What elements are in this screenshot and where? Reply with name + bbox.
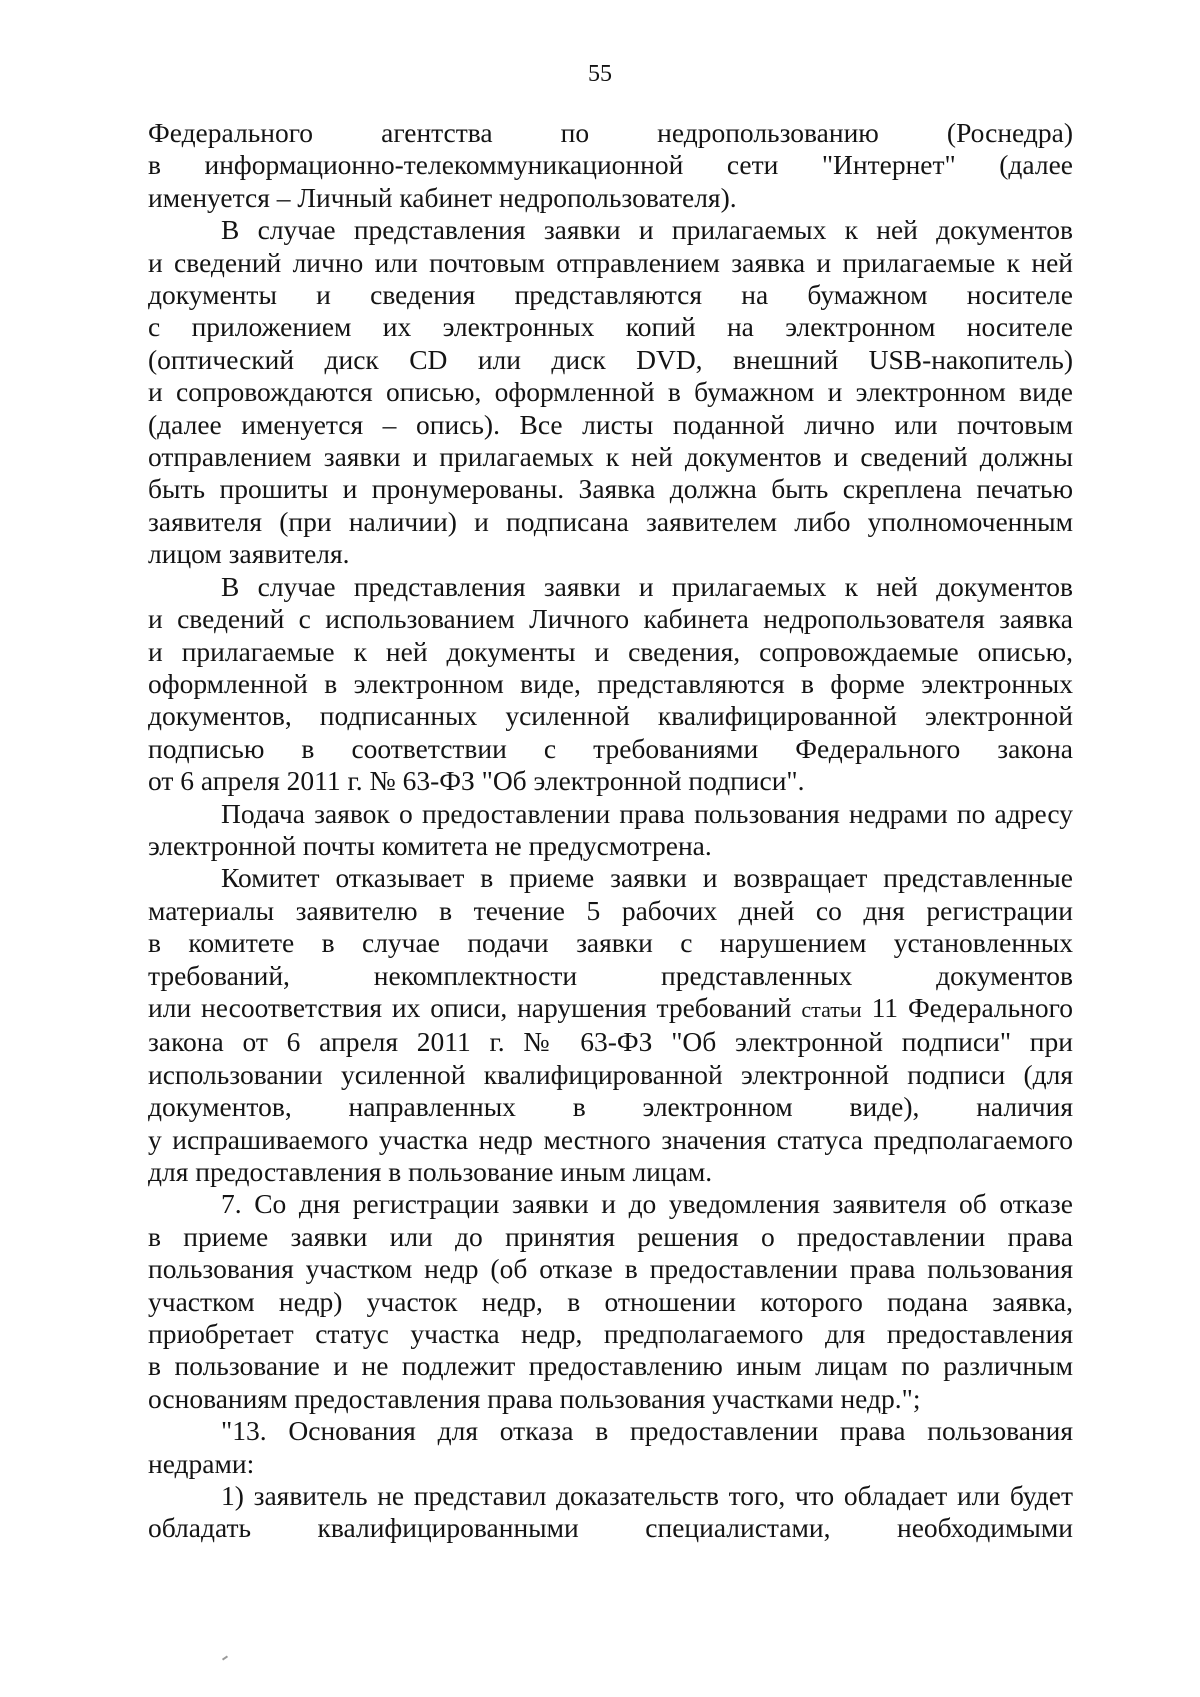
text-line: с приложением их электронных копий на электронном носителе — [148, 311, 1073, 343]
text-line: пользования участком недр (об отказе в предоставлении права пользования — [148, 1253, 1073, 1285]
text-line: в приеме заявки или до принятия решения о предоставлении права — [148, 1220, 1073, 1252]
paragraph — [148, 1188, 1073, 1415]
text-line: именуется – Личный кабинет недропользователя). — [148, 181, 737, 213]
text-line: документов, направленных в электронном виде), наличия — [148, 1091, 1073, 1123]
paragraph — [148, 862, 1073, 1188]
text-line: основаниям предоставления права пользования участками недр."; — [148, 1382, 921, 1414]
small-word: статьи — [801, 996, 862, 1022]
text-line: Федерального агентства по недропользованию (Роснедра) — [148, 117, 1073, 148]
text-line: (оптический диск CD или диск DVD, внешний USB-накопитель) — [148, 343, 1073, 375]
scan-artifact — [222, 1655, 228, 1660]
text-line: обладать квалифицированными специалистами, необходимыми — [148, 1512, 1073, 1544]
text-line: 7. Со дня регистрации заявки и до уведомления заявителя об отказе — [221, 1188, 1073, 1220]
text-line: использовании усиленной квалифицированной электронной подписи (для — [148, 1058, 1073, 1090]
paragraph — [148, 1415, 1073, 1480]
text-line: заявителя (при наличии) и подписана заявителем либо уполномоченным — [148, 505, 1073, 537]
text-line: закона от 6 апреля 2011 г. № 63-ФЗ "Об электронной подписи" при — [148, 1026, 1073, 1058]
text-line: документы и сведения представляются на бумажном носителе — [148, 279, 1073, 311]
document-body — [148, 117, 1073, 1545]
text-line: Подача заявок о предоставлении права пользования недрами по адресу — [221, 797, 1073, 829]
text-line: в пользование и не подлежит предоставлению иным лицам по различным — [148, 1350, 1073, 1382]
text-line: (далее именуется – опись). Все листы поданной лично или почтовым — [148, 408, 1073, 440]
text-line: и сведений с использованием Личного кабинета недропользователя заявка — [148, 603, 1073, 635]
text-line: В случае представления заявки и прилагаемых к ней документов — [221, 214, 1073, 246]
text-line: материалы заявителю в течение 5 рабочих дней со дня регистрации — [148, 894, 1073, 926]
text-line-with-small-word — [148, 992, 1073, 1026]
text-line: лицом заявителя. — [148, 538, 350, 570]
text-line: в комитете в случае подачи заявки с нарушением установленных — [148, 927, 1073, 959]
text-line: и прилагаемые к ней документы и сведения, сопровождаемые описью, — [148, 635, 1073, 667]
text-fragment: 11 Федерального — [871, 991, 1073, 1023]
text-line: и сведений лично или почтовым отправлением заявка и прилагаемые к ней — [148, 246, 1073, 278]
text-line: отправлением заявки и прилагаемых к ней документов и сведений должны — [148, 441, 1073, 473]
paragraph — [148, 117, 1073, 214]
paragraph — [148, 571, 1073, 798]
page-number: 55 — [588, 61, 612, 87]
text-line: требований, некомплектности представленных документов — [148, 959, 1073, 991]
text-line: у испрашиваемого участка недр местного значения статуса предполагаемого — [148, 1123, 1073, 1155]
paragraph — [148, 798, 1073, 863]
text-fragment: или несоответствия их описи, нарушения требований — [148, 991, 792, 1023]
text-line: приобретает статус участка недр, предполагаемого для предоставления — [148, 1318, 1073, 1350]
paragraph — [148, 214, 1073, 570]
text-line: документов, подписанных усиленной квалифицированной электронной — [148, 700, 1073, 732]
text-line: и сопровождаются описью, оформленной в бумажном и электронном виде — [148, 376, 1073, 408]
text-line: 1) заявитель не представил доказательств того, что обладает или будет — [221, 1480, 1073, 1512]
text-line: электронной почты комитета не предусмотрена. — [148, 829, 712, 861]
text-line: для предоставления в пользование иным лицам. — [148, 1156, 713, 1187]
text-line: от 6 апреля 2011 г. № 63-ФЗ "Об электронной подписи". — [148, 765, 805, 797]
text-line: подписью в соответствии с требованиями Федерального закона — [148, 732, 1073, 764]
text-line: участком недр) участок недр, в отношении которого подана заявка, — [148, 1285, 1073, 1317]
text-line: в информационно-телекоммуникационной сети "Интернет" (далее — [148, 149, 1073, 181]
text-line: быть прошиты и пронумерованы. Заявка должна быть скреплена печатью — [148, 473, 1073, 505]
text-line: недрами: — [148, 1447, 255, 1479]
text-line: "13. Основания для отказа в предоставлении права пользования — [221, 1415, 1073, 1447]
paragraph — [148, 1480, 1073, 1545]
text-line: В случае представления заявки и прилагаемых к ней документов — [221, 570, 1073, 602]
text-line: Комитет отказывает в приеме заявки и возвращает представленные — [221, 862, 1073, 894]
text-line: оформленной в электронном виде, представляются в форме электронных — [148, 667, 1073, 699]
